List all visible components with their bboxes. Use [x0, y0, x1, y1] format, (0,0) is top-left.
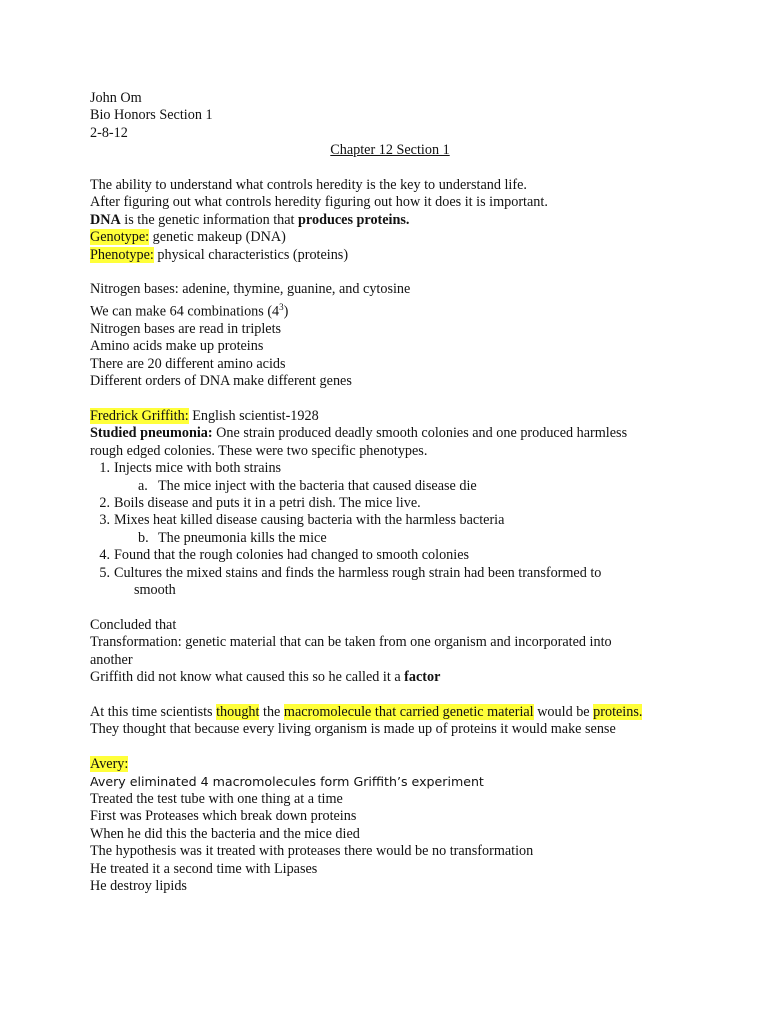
bases-line-5: There are 20 different amino acids [90, 355, 286, 372]
dna-line: DNA is the genetic information that produces proteins. [90, 211, 410, 228]
griffith-heading: Fredrick Griffith: English scientist-1928 [90, 408, 319, 424]
highlight-thought: thought [216, 703, 260, 720]
dna-term: DNA [90, 211, 121, 228]
phenotype-term: Phenotype: [90, 246, 154, 263]
list-item: 1. Injects mice with both strains [99, 460, 282, 477]
studied-line-cont: rough edged colonies. These were two specific phenotypes. [90, 442, 428, 459]
course-name: Bio Honors Section 1 [90, 107, 213, 124]
document-title: Chapter 12 Section 1 [330, 142, 450, 159]
genotype-line: Genotype: genetic makeup (DNA) [90, 229, 286, 246]
conclusion-line-1: Concluded that [90, 616, 177, 633]
genotype-term: Genotype: [90, 229, 150, 246]
macro-line-2: They thought that because every living organism is made up of proteins it would make sense [90, 721, 616, 738]
highlight-macromolecule: macromolecule that carried genetic material [283, 703, 534, 720]
list-item-cont: smooth [134, 582, 176, 599]
intro-line-1: The ability to understand what controls heredity is the key to understand life. [90, 177, 527, 194]
bases-line-4: Amino acids make up proteins [90, 338, 264, 355]
date: 2-8-12 [90, 124, 128, 141]
list-item: b. The pneumonia kills the mice [138, 529, 327, 546]
avery-line-1: Avery eliminated 4 macromolecules form Griffith’s experiment [90, 774, 484, 790]
avery-line-6: He treated it a second time with Lipases [90, 860, 318, 877]
avery-line-5: The hypothesis was it treated with proteases there would be no transformation [90, 843, 534, 860]
intro-line-2: After figuring out what controls heredity figuring out how it does it is important. [90, 194, 548, 211]
list-item: 2. Boils disease and puts it in a petri dish. The mice live. [99, 495, 421, 512]
bases-line-3: Nitrogen bases are read in triplets [90, 320, 282, 337]
highlight-proteins: proteins. [593, 703, 643, 720]
macro-line-1: At this time scientists thought the macromolecule that carried genetic material would be proteins. [90, 703, 643, 720]
avery-line-7: He destroy lipids [90, 877, 187, 894]
student-name: John Om [90, 90, 142, 106]
list-item: 3. Mixes heat killed disease causing bacteria with the harmless bacteria [99, 512, 505, 529]
avery-line-2: Treated the test tube with one thing at a time [90, 790, 343, 807]
avery-line-4: When he did this the bacteria and the mice died [90, 825, 360, 842]
bases-line-1: Nitrogen bases: adenine, thymine, guanine, and cytosine [90, 281, 411, 298]
conclusion-line-2: Transformation: genetic material that can be taken from one organism and incorporated into [90, 634, 612, 651]
bases-line-2: We can make 64 combinations $(4^3)$ [90, 301, 289, 320]
griffith-name: Fredrick Griffith: [90, 408, 189, 424]
conclusion-line-2-cont: another [90, 651, 133, 668]
produces-proteins: produces proteins. [298, 211, 410, 228]
document-body [90, 90, 690, 895]
studied-line: Studied pneumonia: One strain produced deadly smooth colonies and one produced harmless [90, 425, 628, 442]
avery-heading: Avery: [90, 756, 129, 773]
factor-term: factor [404, 669, 441, 686]
conclusion-line-3: Griffith did not know what caused this so he called it a factor [90, 669, 441, 686]
studied-term: Studied pneumonia: [90, 425, 213, 442]
list-item: 4. Found that the rough colonies had changed to smooth colonies [99, 547, 470, 564]
list-item: 5. Cultures the mixed stains and finds the harmless rough strain had been transformed to [99, 564, 602, 581]
list-item: a. The mice inject with the bacteria that caused disease die [138, 477, 477, 494]
bases-line-6: Different orders of DNA make different genes [90, 373, 352, 390]
phenotype-line: Phenotype: physical characteristics (proteins) [90, 246, 349, 263]
avery-line-3: First was Proteases which break down proteins [90, 808, 357, 825]
